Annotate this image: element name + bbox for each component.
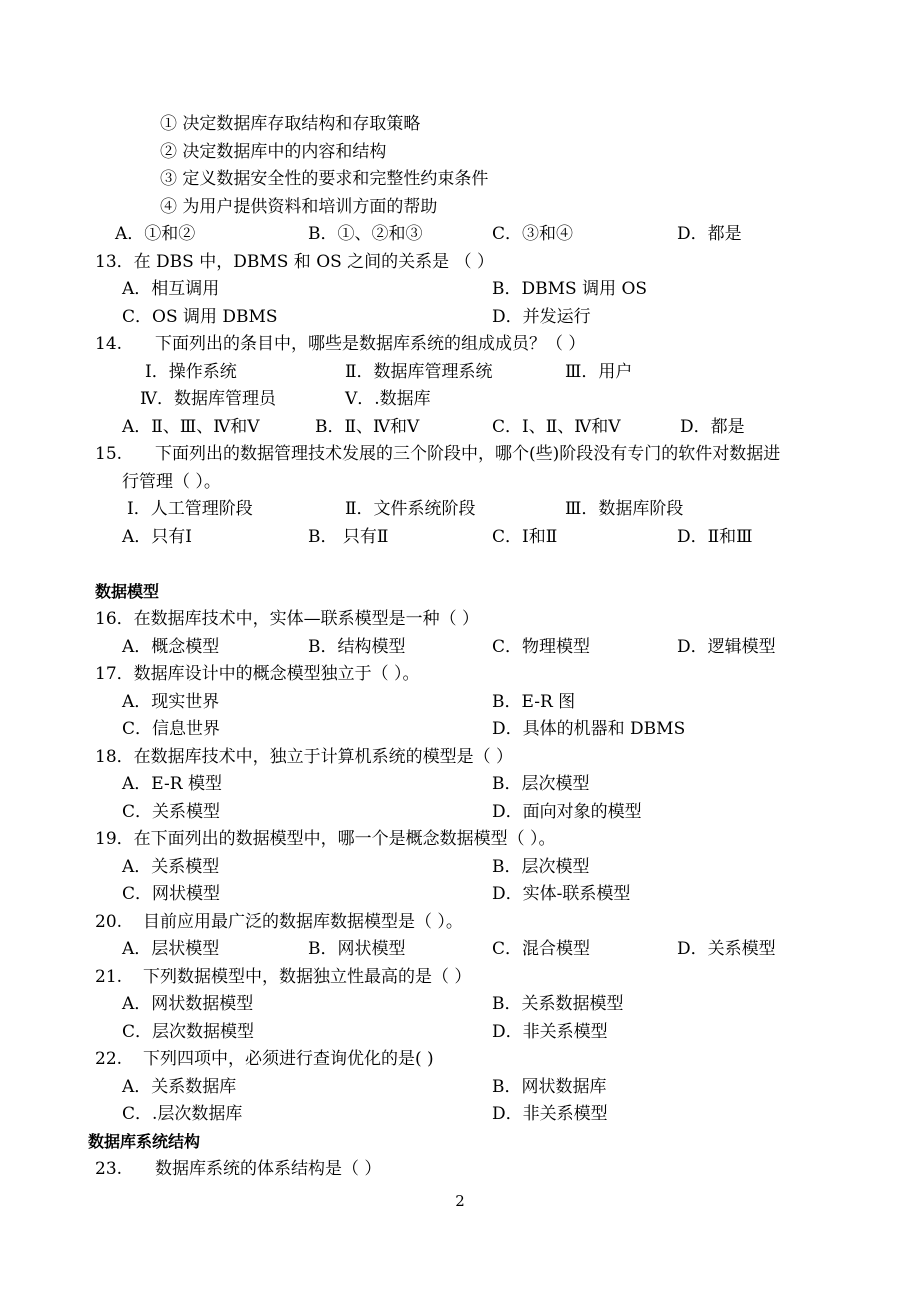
q17-option-d: D．具体的机器和 DBMS: [492, 719, 686, 739]
q15-option-b: B． 只有Ⅱ: [308, 527, 389, 547]
q15-stem-line-2: 行管理（ ）。: [122, 472, 221, 492]
q22-stem: 下列四项中，必须进行查询优化的是( ): [143, 1049, 434, 1069]
section-heading-system-architecture: 数据库系统结构: [88, 1132, 201, 1151]
q14-stem: 下面列出的条目中，哪些是数据库系统的组成成员？（ ）: [155, 334, 586, 354]
q21-option-d: D．非关系模型: [492, 1022, 608, 1042]
q18-option-a: A．E-R 模型: [122, 774, 222, 794]
q14-item-3: Ⅲ．用户: [565, 362, 633, 382]
q14-option-b: B．Ⅱ、Ⅳ和Ⅴ: [315, 417, 420, 437]
q16-option-a: A．概念模型: [122, 637, 220, 657]
q13-option-b: B．DBMS 调用 OS: [492, 279, 648, 299]
q21-number: 21.: [95, 967, 123, 987]
q15-number: 15.: [95, 444, 123, 464]
q15-item-2: Ⅱ．文件系统阶段: [345, 499, 476, 519]
q20-option-c: C．混合模型: [492, 939, 591, 959]
q19-stem: 19．在下面列出的数据模型中，哪一个是概念数据模型（ ）。: [95, 829, 556, 849]
q18-option-b: B．层次模型: [492, 774, 590, 794]
q14-number: 14.: [95, 334, 123, 354]
q12-option-a: A．①和②: [115, 224, 196, 244]
q19-option-c: C．网状模型: [122, 884, 221, 904]
q20-number: 20.: [95, 912, 123, 932]
q22-option-d: D．非关系模型: [492, 1104, 608, 1124]
q16-option-b: B．结构模型: [308, 637, 406, 657]
q16-stem: 16．在数据库技术中，实体—联系模型是一种（ ）: [95, 609, 480, 629]
q22-number: 22.: [95, 1049, 123, 1069]
q21-stem: 下列数据模型中，数据独立性最高的是（ ）: [143, 967, 472, 987]
q14-option-a: A．Ⅱ、Ⅲ、Ⅳ和Ⅴ: [122, 417, 260, 437]
q19-option-a: A．关系模型: [122, 857, 220, 877]
q13-option-d: D．并发运行: [492, 307, 591, 327]
q18-option-d: D．面向对象的模型: [492, 802, 642, 822]
q12-option-c: C．③和④: [492, 224, 574, 244]
q22-option-a: A．关系数据库: [122, 1077, 237, 1097]
q14-item-1: Ⅰ．操作系统: [145, 362, 237, 382]
q13-option-c: C．OS 调用 DBMS: [122, 307, 278, 327]
q21-option-c: C．层次数据模型: [122, 1022, 255, 1042]
q19-option-b: B．层次模型: [492, 857, 590, 877]
q19-option-d: D．实体-联系模型: [492, 884, 631, 904]
q13-stem: 13．在 DBS 中，DBMS 和 OS 之间的关系是 （ ）: [95, 252, 494, 272]
q14-item-4: Ⅳ．数据库管理员: [140, 389, 276, 409]
q12-option-b: B．①、②和③: [308, 224, 423, 244]
q14-item-2: Ⅱ．数据库管理系统: [345, 362, 493, 382]
q18-option-c: C．关系模型: [122, 802, 221, 822]
q15-item-1: Ⅰ．人工管理阶段: [127, 499, 253, 519]
section-heading-data-models: 数据模型: [95, 582, 160, 601]
q15-item-3: Ⅲ．数据库阶段: [565, 499, 684, 519]
q22-option-b: B．网状数据库: [492, 1077, 607, 1097]
q20-option-d: D．关系模型: [677, 939, 776, 959]
q15-option-d: D．Ⅱ和Ⅲ: [677, 527, 753, 547]
q12-option-d: D．都是: [677, 224, 742, 244]
q17-option-c: C．信息世界: [122, 719, 221, 739]
q12-item-4: ④ 为用户提供资料和培训方面的帮助: [160, 197, 438, 217]
q12-item-3: ③ 定义数据安全性的要求和完整性约束条件: [160, 169, 489, 189]
page-number: 2: [455, 1192, 465, 1210]
q15-stem-line-1: 下面列出的数据管理技术发展的三个阶段中，哪个(些)阶段没有专门的软件对数据进: [155, 444, 781, 464]
q18-stem: 18．在数据库技术中，独立于计算机系统的模型是（ ）: [95, 747, 514, 767]
q14-option-c: C．Ⅰ、Ⅱ、Ⅳ和Ⅴ: [492, 417, 621, 437]
q15-option-a: A．只有Ⅰ: [122, 527, 192, 547]
q20-option-a: A．层状模型: [122, 939, 220, 959]
q21-option-b: B．关系数据模型: [492, 994, 624, 1014]
q20-stem: 目前应用最广泛的数据库数据模型是（ ）。: [143, 912, 463, 932]
q12-item-1: ① 决定数据库存取结构和存取策略: [160, 114, 421, 134]
q17-option-b: B．E-R 图: [492, 692, 576, 712]
q23-stem: 数据库系统的体系结构是（ ）: [155, 1159, 382, 1179]
q14-option-d: D．都是: [680, 417, 745, 437]
q14-item-5: Ⅴ．.数据库: [345, 389, 431, 409]
q17-option-a: A．现实世界: [122, 692, 220, 712]
q16-option-d: D．逻辑模型: [677, 637, 776, 657]
q13-option-a: A．相互调用: [122, 279, 220, 299]
q12-item-2: ② 决定数据库中的内容和结构: [160, 142, 387, 162]
q23-number: 23.: [95, 1159, 123, 1179]
q16-option-c: C．物理模型: [492, 637, 591, 657]
q21-option-a: A．网状数据模型: [122, 994, 254, 1014]
q15-option-c: C．Ⅰ和Ⅱ: [492, 527, 558, 547]
q17-stem: 17．数据库设计中的概念模型独立于（ ）。: [95, 664, 420, 684]
q20-option-b: B．网状模型: [308, 939, 406, 959]
q22-option-c: C．.层次数据库: [122, 1104, 243, 1124]
